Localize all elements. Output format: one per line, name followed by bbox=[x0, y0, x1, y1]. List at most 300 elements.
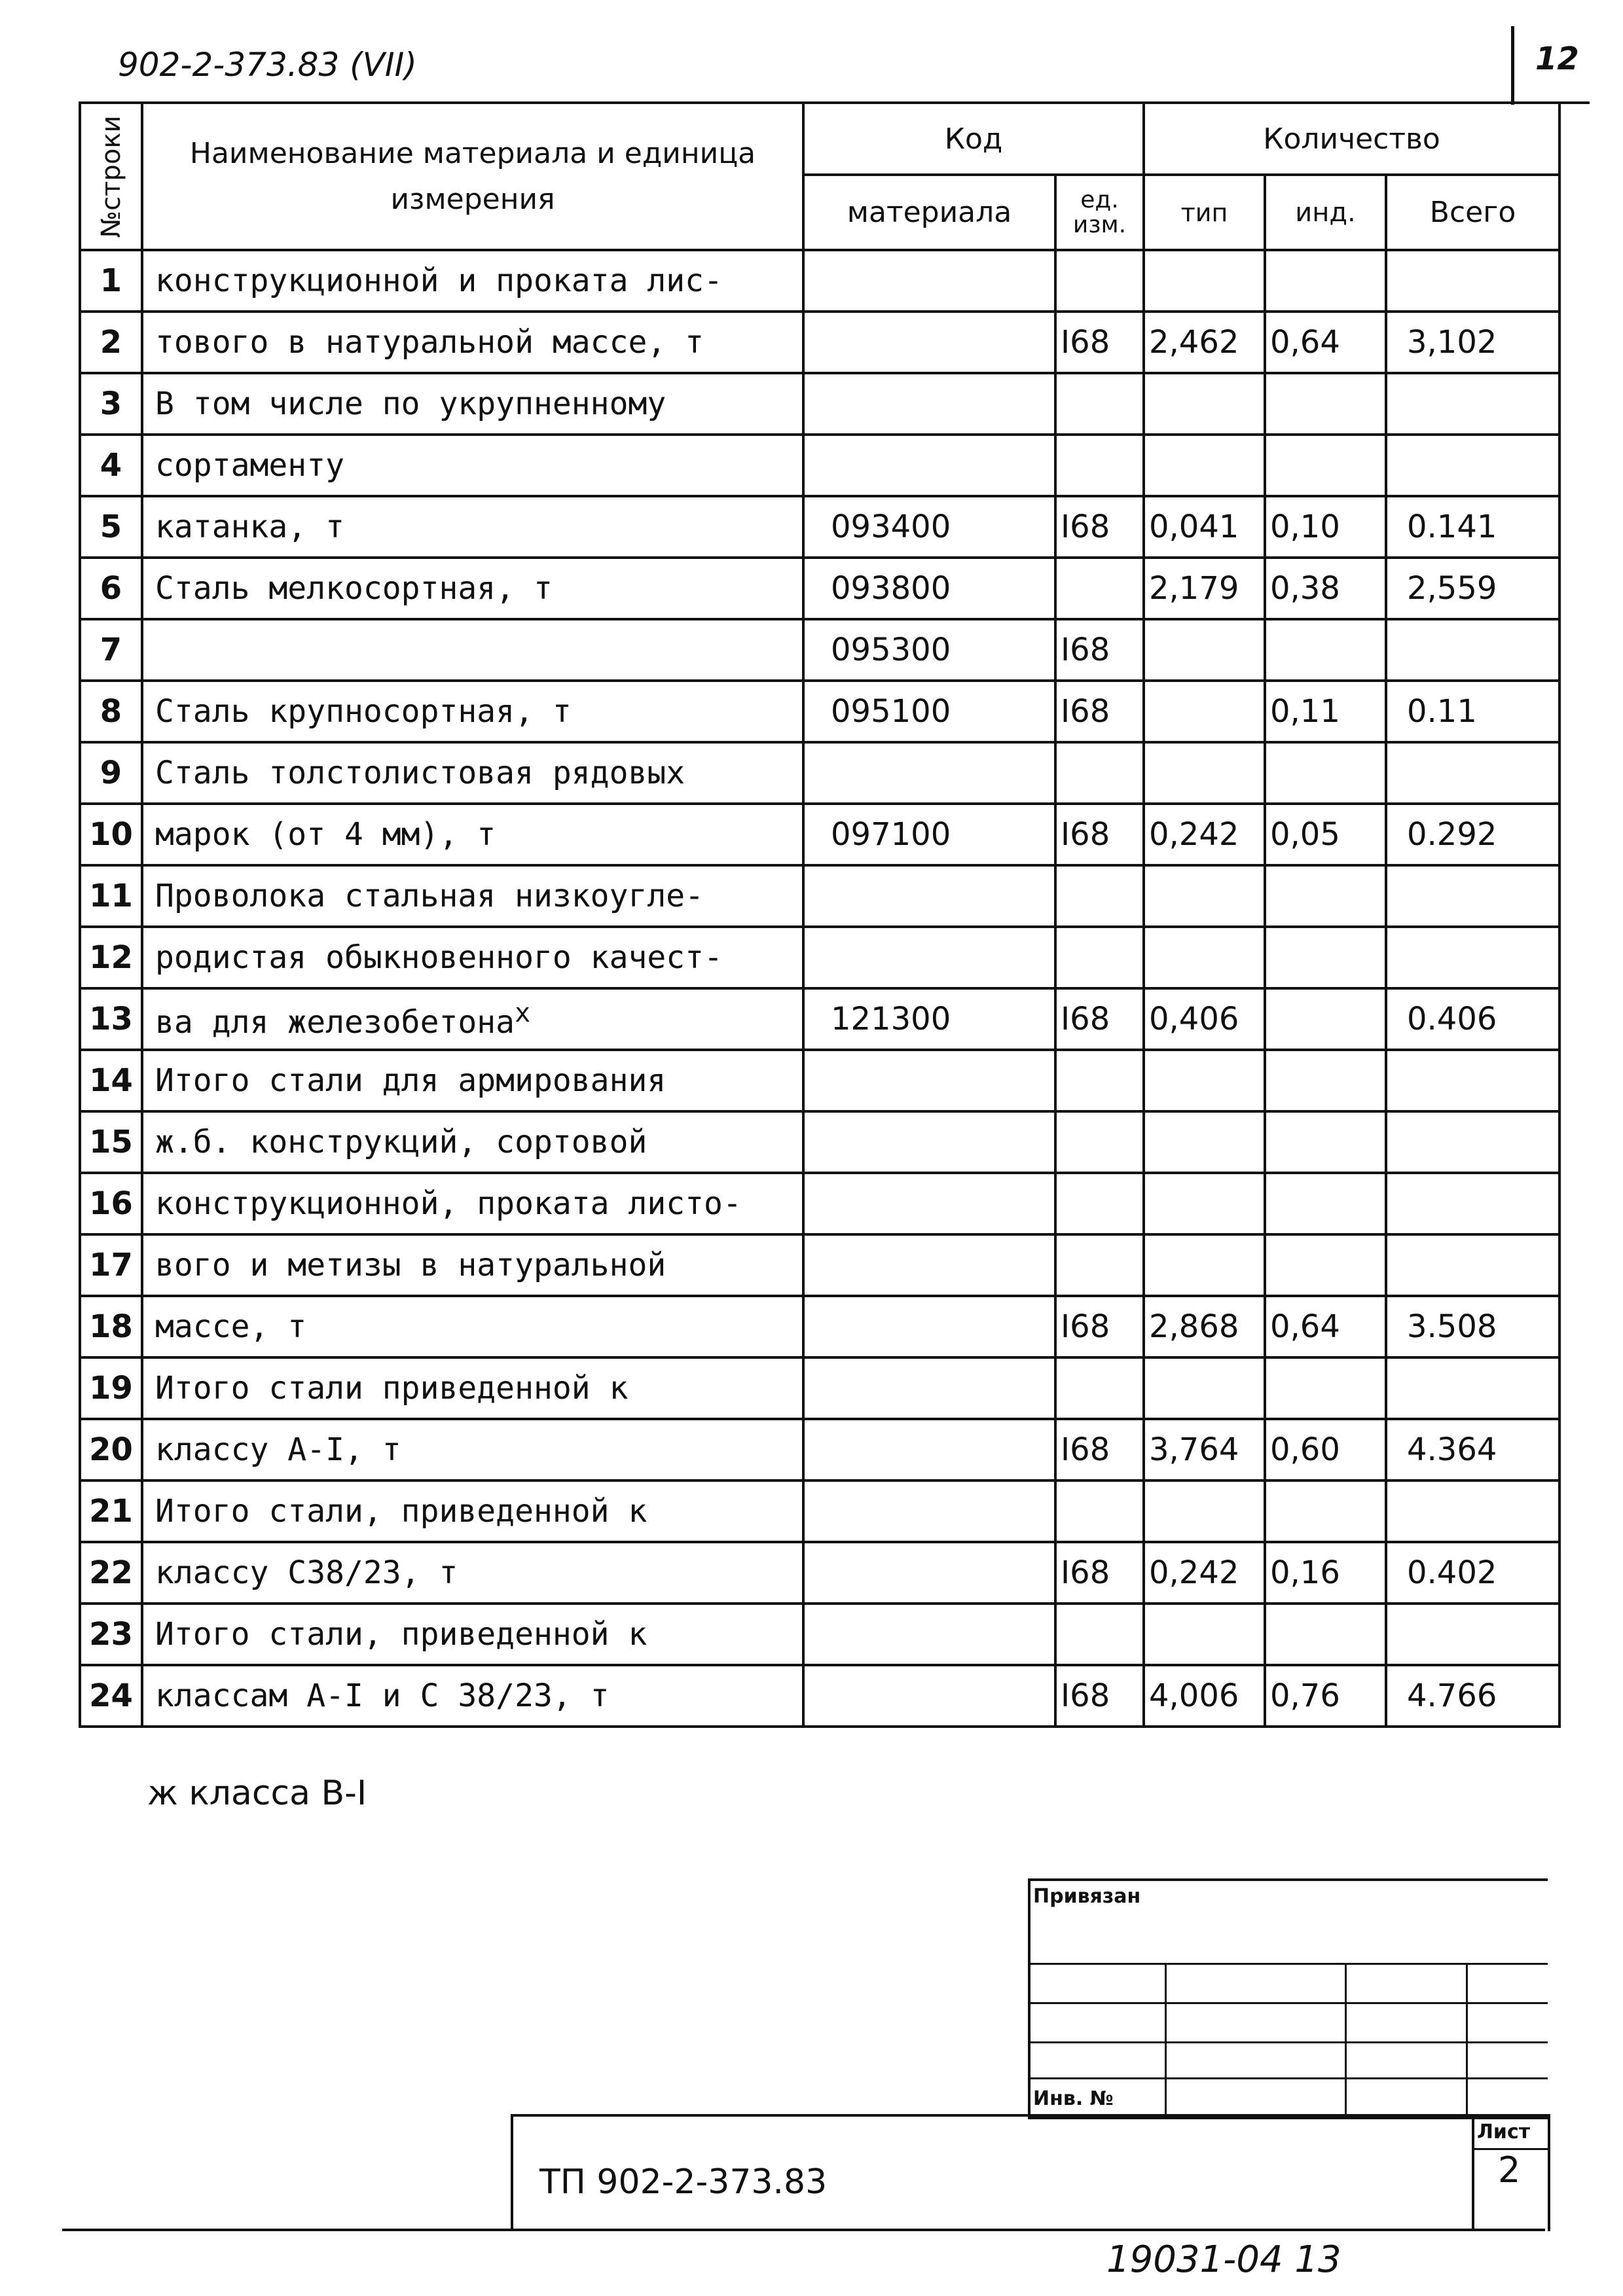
qty-type-cell bbox=[1144, 1665, 1265, 1727]
qty-type-cell bbox=[1144, 373, 1265, 435]
row-number-cell-text: 24 bbox=[89, 1677, 133, 1714]
qty-total-cell bbox=[1386, 373, 1559, 435]
material-code-cell bbox=[803, 435, 1055, 496]
row-number-cell bbox=[80, 312, 142, 373]
material-code-cell bbox=[803, 373, 1055, 435]
row-number-cell bbox=[80, 927, 142, 988]
header-row-number: №строки bbox=[80, 103, 142, 250]
unit-code-cell-text: I68 bbox=[1061, 324, 1110, 361]
qty-total-cell bbox=[1386, 1234, 1559, 1296]
material-code-cell-text: 093800 bbox=[831, 570, 951, 607]
material-name-cell bbox=[142, 435, 803, 496]
title-block-code: ТП 902-2-373.83 bbox=[539, 2162, 828, 2202]
qty-type-cell bbox=[1144, 988, 1265, 1050]
material-name-cell bbox=[142, 496, 803, 558]
table-row bbox=[80, 988, 1559, 1050]
material-name-cell bbox=[142, 742, 803, 804]
qty-total-cell bbox=[1386, 558, 1559, 619]
unit-code-cell-text: I68 bbox=[1061, 509, 1110, 545]
row-number-cell-text: 7 bbox=[100, 632, 122, 668]
material-code-cell bbox=[803, 496, 1055, 558]
qty-type-cell-text: 0,242 bbox=[1149, 1554, 1239, 1591]
qty-type-cell bbox=[1144, 435, 1265, 496]
page-number: 12 bbox=[1535, 41, 1579, 77]
header-code-unit: ед. изм. bbox=[1055, 175, 1144, 250]
table-row bbox=[80, 865, 1559, 927]
row-number-cell-text: 12 bbox=[89, 939, 133, 976]
qty-type-cell bbox=[1144, 496, 1265, 558]
unit-code-cell-text: I68 bbox=[1061, 816, 1110, 853]
unit-code-cell bbox=[1055, 742, 1144, 804]
table-row bbox=[80, 681, 1559, 742]
qty-type-cell-text: 2,462 bbox=[1149, 324, 1239, 361]
qty-total-cell bbox=[1386, 1542, 1559, 1604]
qty-total-cell bbox=[1386, 1111, 1559, 1173]
row-number-cell-text: 11 bbox=[89, 878, 133, 914]
title-block bbox=[511, 2114, 1550, 2231]
qty-type-cell bbox=[1144, 1480, 1265, 1542]
material-name-cell-text: конструкционной и проката лис- bbox=[155, 262, 723, 299]
material-code-cell bbox=[803, 1542, 1055, 1604]
qty-ind-cell bbox=[1265, 1480, 1386, 1542]
table-row bbox=[80, 1604, 1559, 1665]
qty-type-cell-text: 2,868 bbox=[1149, 1308, 1239, 1345]
material-name-cell-text: Итого стали для армирования bbox=[155, 1062, 666, 1099]
table-row bbox=[80, 927, 1559, 988]
qty-type-cell bbox=[1144, 1604, 1265, 1665]
unit-code-cell bbox=[1055, 1050, 1144, 1111]
qty-ind-cell bbox=[1265, 804, 1386, 865]
binding-stamp bbox=[1028, 1878, 1548, 2119]
header-qty-type: тип bbox=[1144, 175, 1265, 250]
qty-ind-cell bbox=[1265, 1234, 1386, 1296]
stamp-line bbox=[1466, 1963, 1468, 2117]
row-number-cell bbox=[80, 804, 142, 865]
table-row bbox=[80, 1296, 1559, 1357]
material-code-cell bbox=[803, 250, 1055, 312]
footnote-marker: x bbox=[515, 997, 531, 1028]
material-name-cell-text: Итого стали, приведенной к bbox=[155, 1493, 647, 1530]
unit-code-cell bbox=[1055, 1480, 1144, 1542]
row-number-cell-text: 3 bbox=[100, 386, 122, 422]
material-name-cell-text: Сталь толстолистовая рядовых bbox=[155, 755, 685, 791]
qty-ind-cell bbox=[1265, 742, 1386, 804]
unit-code-cell bbox=[1055, 1542, 1144, 1604]
table-row bbox=[80, 558, 1559, 619]
material-name-cell-text: ж.б. конструкций, сортовой bbox=[155, 1124, 647, 1160]
row-number-cell bbox=[80, 619, 142, 681]
qty-ind-cell-text: 0,10 bbox=[1270, 509, 1340, 545]
header-code-group: Код bbox=[803, 103, 1144, 175]
qty-total-cell bbox=[1386, 865, 1559, 927]
material-name-cell-text: Сталь крупносортная, т bbox=[155, 693, 572, 730]
qty-ind-cell bbox=[1265, 988, 1386, 1050]
table-body bbox=[80, 250, 1559, 1727]
unit-code-cell bbox=[1055, 681, 1144, 742]
row-number-cell-text: 8 bbox=[100, 693, 122, 730]
qty-ind-cell bbox=[1265, 373, 1386, 435]
table-row bbox=[80, 1111, 1559, 1173]
material-code-cell bbox=[803, 681, 1055, 742]
qty-ind-cell bbox=[1265, 1542, 1386, 1604]
qty-ind-cell-text: 0,11 bbox=[1270, 693, 1340, 730]
unit-code-cell-text: I68 bbox=[1061, 1677, 1110, 1714]
row-number-cell bbox=[80, 435, 142, 496]
table-row bbox=[80, 496, 1559, 558]
qty-total-cell bbox=[1386, 681, 1559, 742]
material-name-cell-text: классу С38/23, т bbox=[155, 1554, 458, 1591]
material-name-cell bbox=[142, 1357, 803, 1419]
material-name-cell-text: Проволока стальная низкоугле- bbox=[155, 878, 704, 914]
unit-code-cell-text: I68 bbox=[1061, 693, 1110, 730]
material-name-cell-text: Итого стали, приведенной к bbox=[155, 1616, 647, 1653]
qty-type-cell-text: 4,006 bbox=[1149, 1677, 1239, 1714]
qty-type-cell bbox=[1144, 1173, 1265, 1234]
unit-code-cell-text: I68 bbox=[1061, 632, 1110, 668]
material-code-cell bbox=[803, 1050, 1055, 1111]
qty-total-cell bbox=[1386, 742, 1559, 804]
row-number-cell-text: 22 bbox=[89, 1554, 133, 1591]
unit-code-cell bbox=[1055, 1173, 1144, 1234]
table-row bbox=[80, 1542, 1559, 1604]
qty-type-cell bbox=[1144, 681, 1265, 742]
qty-ind-cell bbox=[1265, 312, 1386, 373]
unit-code-cell bbox=[1055, 496, 1144, 558]
material-code-cell-text: 095300 bbox=[831, 632, 951, 668]
qty-total-cell bbox=[1386, 496, 1559, 558]
row-number-cell bbox=[80, 1604, 142, 1665]
qty-total-cell bbox=[1386, 435, 1559, 496]
table-row bbox=[80, 250, 1559, 312]
qty-total-cell-text: 0.402 bbox=[1407, 1554, 1497, 1591]
qty-type-cell-text: 0,242 bbox=[1149, 816, 1239, 853]
row-number-cell bbox=[80, 742, 142, 804]
unit-code-cell bbox=[1055, 250, 1144, 312]
qty-total-cell-text: 0.11 bbox=[1407, 693, 1477, 730]
stamp-line bbox=[1345, 1963, 1347, 2117]
material-name-cell-text: В том числе по укрупненному bbox=[155, 386, 666, 422]
material-name-cell bbox=[142, 250, 803, 312]
row-number-cell-text: 17 bbox=[89, 1247, 133, 1283]
material-code-cell bbox=[803, 1296, 1055, 1357]
qty-type-cell bbox=[1144, 312, 1265, 373]
qty-type-cell bbox=[1144, 250, 1265, 312]
row-number-cell-text: 1 bbox=[100, 262, 122, 299]
qty-ind-cell bbox=[1265, 681, 1386, 742]
qty-type-cell bbox=[1144, 619, 1265, 681]
table-row bbox=[80, 1480, 1559, 1542]
qty-ind-cell-text: 0,38 bbox=[1270, 570, 1340, 607]
material-name-cell bbox=[142, 1480, 803, 1542]
material-code-cell bbox=[803, 865, 1055, 927]
qty-type-cell bbox=[1144, 1357, 1265, 1419]
unit-code-cell bbox=[1055, 435, 1144, 496]
table-row bbox=[80, 1173, 1559, 1234]
material-code-cell bbox=[803, 804, 1055, 865]
material-code-cell bbox=[803, 1419, 1055, 1480]
qty-type-cell bbox=[1144, 865, 1265, 927]
qty-ind-cell bbox=[1265, 865, 1386, 927]
bottom-border bbox=[62, 2229, 1545, 2231]
stamp-line bbox=[1030, 2041, 1548, 2043]
row-number-cell bbox=[80, 1296, 142, 1357]
stamp-line bbox=[1030, 1963, 1548, 1965]
qty-total-cell bbox=[1386, 1296, 1559, 1357]
inventory-label: Инв. № bbox=[1033, 2087, 1114, 2110]
qty-ind-cell bbox=[1265, 1173, 1386, 1234]
unit-code-cell bbox=[1055, 1296, 1144, 1357]
material-code-cell-text: 097100 bbox=[831, 816, 951, 853]
handwritten-inventory-number: 19031-04 13 bbox=[1106, 2238, 1341, 2281]
material-name-cell bbox=[142, 1419, 803, 1480]
material-name-cell-text: классам А-I и С 38/23, т bbox=[155, 1677, 610, 1714]
material-name-cell-text: Итого стали приведенной к bbox=[155, 1370, 629, 1407]
row-number-cell bbox=[80, 1480, 142, 1542]
material-name-cell bbox=[142, 1173, 803, 1234]
qty-ind-cell bbox=[1265, 1604, 1386, 1665]
material-name-cell-text: тового в натуральной массе, т bbox=[155, 324, 704, 361]
stamp-line bbox=[1165, 1963, 1167, 2117]
sheet-number: 2 bbox=[1498, 2149, 1521, 2191]
row-number-cell-text: 2 bbox=[100, 324, 122, 361]
document-code: 902-2-373.83 (VII) bbox=[118, 46, 417, 84]
material-name-cell-text: сортаменту bbox=[155, 447, 344, 484]
header-code-material: материала bbox=[803, 175, 1055, 250]
material-code-cell bbox=[803, 619, 1055, 681]
qty-ind-cell-text: 0,16 bbox=[1270, 1554, 1340, 1591]
material-name-cell bbox=[142, 681, 803, 742]
material-name-cell bbox=[142, 1234, 803, 1296]
qty-total-cell-text: 4.364 bbox=[1407, 1431, 1497, 1468]
qty-type-cell-text: 3,764 bbox=[1149, 1431, 1239, 1468]
row-number-cell bbox=[80, 1542, 142, 1604]
unit-code-cell bbox=[1055, 1111, 1144, 1173]
qty-type-cell bbox=[1144, 1111, 1265, 1173]
material-name-cell bbox=[142, 312, 803, 373]
unit-code-cell bbox=[1055, 988, 1144, 1050]
unit-code-cell bbox=[1055, 312, 1144, 373]
qty-type-cell-text: 0,041 bbox=[1149, 509, 1239, 545]
unit-code-cell bbox=[1055, 1665, 1144, 1727]
table-row bbox=[80, 435, 1559, 496]
header-quantity-group: Количество bbox=[1144, 103, 1559, 175]
table-row bbox=[80, 1665, 1559, 1727]
material-code-cell bbox=[803, 558, 1055, 619]
material-name-cell bbox=[142, 373, 803, 435]
qty-total-cell bbox=[1386, 1050, 1559, 1111]
material-code-cell bbox=[803, 312, 1055, 373]
qty-ind-cell bbox=[1265, 927, 1386, 988]
unit-code-cell-text: I68 bbox=[1061, 1308, 1110, 1345]
qty-ind-cell bbox=[1265, 1050, 1386, 1111]
material-name-cell bbox=[142, 619, 803, 681]
row-number-cell bbox=[80, 558, 142, 619]
material-code-cell bbox=[803, 1173, 1055, 1234]
row-number-cell-text: 13 bbox=[89, 1001, 133, 1037]
unit-code-cell-text: I68 bbox=[1061, 1431, 1110, 1468]
qty-type-cell-text: 0,406 bbox=[1149, 1001, 1239, 1037]
row-number-cell-text: 9 bbox=[100, 755, 122, 791]
material-name-cell bbox=[142, 1542, 803, 1604]
qty-total-cell bbox=[1386, 250, 1559, 312]
material-code-cell bbox=[803, 927, 1055, 988]
unit-code-cell bbox=[1055, 804, 1144, 865]
material-code-cell bbox=[803, 1604, 1055, 1665]
unit-code-cell bbox=[1055, 373, 1144, 435]
row-number-cell-text: 15 bbox=[89, 1124, 133, 1160]
qty-ind-cell bbox=[1265, 496, 1386, 558]
qty-total-cell-text: 3,102 bbox=[1407, 324, 1497, 361]
material-name-cell bbox=[142, 1111, 803, 1173]
row-number-cell-text: 5 bbox=[100, 509, 122, 545]
material-name-cell bbox=[142, 1665, 803, 1727]
material-name-cell-text: марок (от 4 мм), т bbox=[155, 816, 496, 853]
material-code-cell-text: 093400 bbox=[831, 509, 951, 545]
qty-type-cell bbox=[1144, 742, 1265, 804]
qty-total-cell bbox=[1386, 988, 1559, 1050]
qty-ind-cell bbox=[1265, 1296, 1386, 1357]
unit-code-cell bbox=[1055, 619, 1144, 681]
qty-ind-cell-text: 0,76 bbox=[1270, 1677, 1340, 1714]
table-row bbox=[80, 373, 1559, 435]
row-number-cell-text: 10 bbox=[89, 816, 133, 853]
row-number-cell bbox=[80, 1357, 142, 1419]
table-row bbox=[80, 1357, 1559, 1419]
qty-total-cell bbox=[1386, 1480, 1559, 1542]
table-row bbox=[80, 312, 1559, 373]
qty-ind-cell bbox=[1265, 619, 1386, 681]
row-number-cell bbox=[80, 1419, 142, 1480]
material-code-cell bbox=[803, 988, 1055, 1050]
qty-type-cell bbox=[1144, 1296, 1265, 1357]
sheet-label: Лист bbox=[1477, 2121, 1531, 2144]
material-name-cell bbox=[142, 1604, 803, 1665]
material-code-cell-text: 095100 bbox=[831, 693, 951, 730]
row-number-cell bbox=[80, 373, 142, 435]
row-number-cell bbox=[80, 1234, 142, 1296]
row-number-cell bbox=[80, 250, 142, 312]
row-number-cell-text: 19 bbox=[89, 1370, 133, 1407]
material-code-cell-text: 121300 bbox=[831, 1001, 951, 1037]
qty-total-cell-text: 4.766 bbox=[1407, 1677, 1497, 1714]
qty-ind-cell bbox=[1265, 1419, 1386, 1480]
table-row bbox=[80, 742, 1559, 804]
qty-ind-cell bbox=[1265, 435, 1386, 496]
qty-ind-cell bbox=[1265, 250, 1386, 312]
qty-type-cell bbox=[1144, 1050, 1265, 1111]
qty-ind-cell bbox=[1265, 558, 1386, 619]
row-number-cell-text: 14 bbox=[89, 1062, 133, 1099]
material-name-cell bbox=[142, 558, 803, 619]
row-number-cell-text: 16 bbox=[89, 1185, 133, 1222]
material-name-cell bbox=[142, 988, 803, 1050]
row-number-cell bbox=[80, 865, 142, 927]
qty-total-cell-text: 0.141 bbox=[1407, 509, 1497, 545]
row-number-cell bbox=[80, 496, 142, 558]
material-code-cell bbox=[803, 1111, 1055, 1173]
qty-type-cell bbox=[1144, 1542, 1265, 1604]
qty-total-cell bbox=[1386, 312, 1559, 373]
qty-ind-cell bbox=[1265, 1357, 1386, 1419]
qty-type-cell-text: 2,179 bbox=[1149, 570, 1239, 607]
qty-total-cell-text: 3.508 bbox=[1407, 1308, 1497, 1345]
material-code-cell bbox=[803, 1357, 1055, 1419]
row-number-cell bbox=[80, 1665, 142, 1727]
header-qty-ind: инд. bbox=[1265, 175, 1386, 250]
material-name-cell bbox=[142, 1050, 803, 1111]
footnote: ж класса В-I bbox=[147, 1774, 367, 1813]
unit-code-cell bbox=[1055, 865, 1144, 927]
material-name-cell-text: вого и метизы в натуральной bbox=[155, 1247, 666, 1283]
table-row bbox=[80, 1234, 1559, 1296]
qty-ind-cell-text: 0,05 bbox=[1270, 816, 1340, 853]
qty-total-cell bbox=[1386, 1419, 1559, 1480]
material-name-cell-text: массе, т bbox=[155, 1308, 307, 1345]
corner-divider bbox=[1511, 26, 1514, 105]
material-name-cell bbox=[142, 1296, 803, 1357]
material-name-cell bbox=[142, 804, 803, 865]
row-number-cell bbox=[80, 1173, 142, 1234]
qty-type-cell bbox=[1144, 804, 1265, 865]
row-number-cell-text: 6 bbox=[100, 570, 122, 607]
header-qty-total: Всего bbox=[1386, 175, 1559, 250]
unit-code-cell bbox=[1055, 1234, 1144, 1296]
material-code-cell bbox=[803, 1665, 1055, 1727]
qty-type-cell bbox=[1144, 558, 1265, 619]
unit-code-cell bbox=[1055, 1419, 1144, 1480]
qty-total-cell-text: 0.292 bbox=[1407, 816, 1497, 853]
qty-total-cell-text: 0.406 bbox=[1407, 1001, 1497, 1037]
material-name-cell bbox=[142, 865, 803, 927]
material-name-cell-text: конструкционной, проката листо- bbox=[155, 1185, 742, 1222]
row-number-cell-text: 23 bbox=[89, 1616, 133, 1653]
material-name-cell bbox=[142, 927, 803, 988]
qty-ind-cell-text: 0,64 bbox=[1270, 1308, 1340, 1345]
qty-total-cell bbox=[1386, 1604, 1559, 1665]
qty-total-cell bbox=[1386, 1173, 1559, 1234]
row-number-cell bbox=[80, 681, 142, 742]
unit-code-cell-text: I68 bbox=[1061, 1001, 1110, 1037]
table-row bbox=[80, 1419, 1559, 1480]
row-number-cell-text: 20 bbox=[89, 1431, 133, 1468]
qty-type-cell bbox=[1144, 1234, 1265, 1296]
unit-code-cell bbox=[1055, 558, 1144, 619]
qty-total-cell bbox=[1386, 1357, 1559, 1419]
unit-code-cell bbox=[1055, 1604, 1144, 1665]
material-code-cell bbox=[803, 742, 1055, 804]
row-number-cell-text: 21 bbox=[89, 1493, 133, 1530]
material-name-cell-text: Сталь мелкосортная, т bbox=[155, 570, 553, 607]
unit-code-cell-text: I68 bbox=[1061, 1554, 1110, 1591]
qty-type-cell bbox=[1144, 927, 1265, 988]
qty-total-cell bbox=[1386, 1665, 1559, 1727]
unit-code-cell bbox=[1055, 1357, 1144, 1419]
material-name-cell-text: классу А-I, т bbox=[155, 1431, 401, 1468]
table-row bbox=[80, 1050, 1559, 1111]
qty-ind-cell-text: 0,64 bbox=[1270, 324, 1340, 361]
stamp-line bbox=[1030, 2077, 1548, 2079]
qty-type-cell bbox=[1144, 1419, 1265, 1480]
stamp-line bbox=[1030, 2002, 1548, 2004]
material-name-cell-text: катанка, т bbox=[155, 509, 344, 545]
bound-label: Привязан bbox=[1033, 1885, 1141, 1908]
row-number-cell bbox=[80, 988, 142, 1050]
table-row bbox=[80, 619, 1559, 681]
material-code-cell bbox=[803, 1234, 1055, 1296]
row-number-cell-text: 18 bbox=[89, 1308, 133, 1345]
material-name-cell-text: родистая обыкновенного качест- bbox=[155, 939, 723, 976]
qty-total-cell bbox=[1386, 804, 1559, 865]
